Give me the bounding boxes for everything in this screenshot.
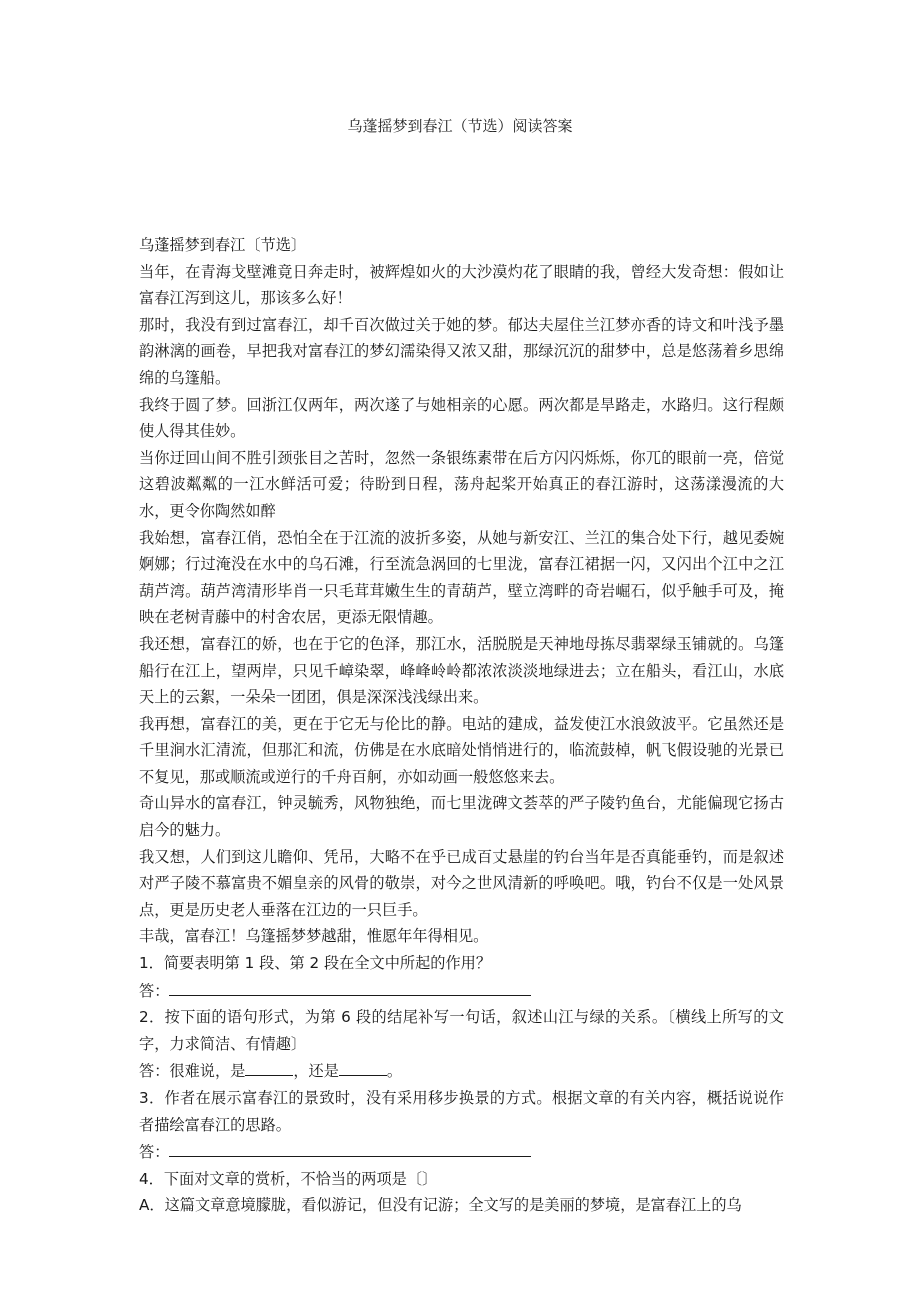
article-heading: 乌蓬摇梦到春江〔节选〕 bbox=[139, 236, 307, 254]
question-2-answer bbox=[139, 1057, 784, 1085]
paragraph-2: 那时，我没有到过富春江，却千百次做过关于她的梦。郁达夫屋住兰江梦亦香的诗文和叶浅予墨韵淋漓的画卷，早把我对富春江的梦幻濡染得又浓又甜，那绿沉沉的甜梦中，总是悠荡着乡思绵绵的乌篷船。 bbox=[139, 315, 784, 387]
answer-blank-second[interactable] bbox=[339, 1057, 387, 1076]
answer-label: 答：很难说，是 bbox=[139, 1062, 246, 1081]
answer-blank[interactable] bbox=[169, 1138, 531, 1157]
paragraph-5: 我始想，富春江俏，恐怕全在于江流的波折多姿，从她与新安江、兰江的集合处下行，越见委婉婀娜；行过淹没在水中的乌石滩，行至流急涡回的七里泷，富春江裙据一闪，又闪出个江中之江葫芦湾。葫芦湾清形毕肖一只毛茸茸嫩生生的青葫芦，壁立湾畔的奇岩崛石，似乎触手可及，掩映在老树青藤中的村舍农居，更添无限情趣。 bbox=[139, 528, 784, 627]
question-2-prompt: 2．按下面的语句形式，为第 6 段的结尾补写一句话，叙述山江与绿的关系。〔横线上所写的文字，力求简洁、有情趣〕 bbox=[139, 1008, 784, 1053]
question-4-prompt: 4．下面对文章的赏析，不恰当的两项是〔〕 bbox=[139, 1169, 438, 1188]
paragraph-8: 奇山异水的富春江，钟灵毓秀，风物独绝，而七里泷碑文荟萃的严子陵钓鱼台，尤能偏现它扬古启今的魅力。 bbox=[139, 794, 784, 840]
answer-label: 答： bbox=[139, 981, 170, 1000]
question-1-prompt: 1．简要表明第 1 段、第 2 段在全文中所起的作用？ bbox=[139, 954, 492, 973]
paragraph-4: 当你迂回山间不胜引颈张目之苦时，忽然一条银练素带在后方闪闪烁烁，你兀的眼前一亮，倍觉这碧波粼粼的一江水鲜活可爱；待盼到日程，荡舟起桨开始真正的春江游时，这荡漾漫流的大水，更令你陶然如醉 bbox=[139, 448, 784, 520]
answer-blank-first[interactable] bbox=[245, 1057, 293, 1076]
answer-end-mark: 。 bbox=[386, 1062, 403, 1081]
paragraph-7: 我再想，富春江的美，更在于它无与伦比的静。电站的建成，益发使江水浪敛波平。它虽然还是千里涧水汇清流，但那汇和流，仿佛是在水底暗处悄悄进行的，临流鼓棹，帆飞假设驰的光景已不复见，那或顺流或逆行的千舟百舸，亦如动画一般悠悠来去。 bbox=[139, 714, 784, 786]
question-1-answer bbox=[139, 977, 784, 1005]
answer-connector: ，还是 bbox=[293, 1062, 339, 1081]
article-body bbox=[139, 232, 784, 1219]
answer-label: 答： bbox=[139, 1143, 170, 1162]
paragraph-10: 丰哉，富春江！乌篷摇梦梦越甜，惟愿年年得相见。 bbox=[139, 927, 489, 946]
paragraph-1: 当年，在青海戈壁滩竟日奔走时，被辉煌如火的大沙漠灼花了眼睛的我，曾经大发奇想：假如让富春江泻到这儿，那该多么好！ bbox=[139, 262, 784, 308]
paragraph-3: 我终于圆了梦。回浙江仅两年，两次遂了与她相亲的心愿。两次都是旱路走，水路归。这行程颇使人得其佳妙。 bbox=[139, 395, 784, 441]
question-3-answer bbox=[139, 1138, 784, 1166]
answer-blank[interactable] bbox=[169, 977, 531, 996]
paragraph-9: 我又想，人们到这儿瞻仰、凭吊，大略不在乎已成百丈悬崖的钓台当年是否真能垂钓，而是叙述对严子陵不慕富贵不媚皇亲的风骨的敬崇，对今之世风清新的呼唤吧。哦，钓台不仅是一处风景点，更是历史老人垂落在江边的一只巨手。 bbox=[139, 847, 784, 919]
question-4-option-a: A．这篇文章意境朦胧，看似游记，但没有记游；全文写的是美丽的梦境，是富春江上的乌 bbox=[139, 1196, 742, 1215]
document-title: 乌蓬摇梦到春江（节选）阅读答案 bbox=[347, 117, 573, 135]
paragraph-6: 我还想，富春江的娇，也在于它的色泽，那江水，活脱脱是天神地母拣尽翡翠绿玉铺就的。乌篷船行在江上，望两岸，只见千嶂染翠，峰峰岭岭都浓浓淡淡地绿进去；立在船头，看江山，水底天上的云絮，一朵朵一团团，俱是深深浅浅绿出来。 bbox=[139, 634, 784, 707]
question-3-prompt: 3．作者在展示富春江的景致时，没有采用移步换景的方式。根据文章的有关内容，概括说说作者描绘富春江的思路。 bbox=[139, 1089, 784, 1134]
